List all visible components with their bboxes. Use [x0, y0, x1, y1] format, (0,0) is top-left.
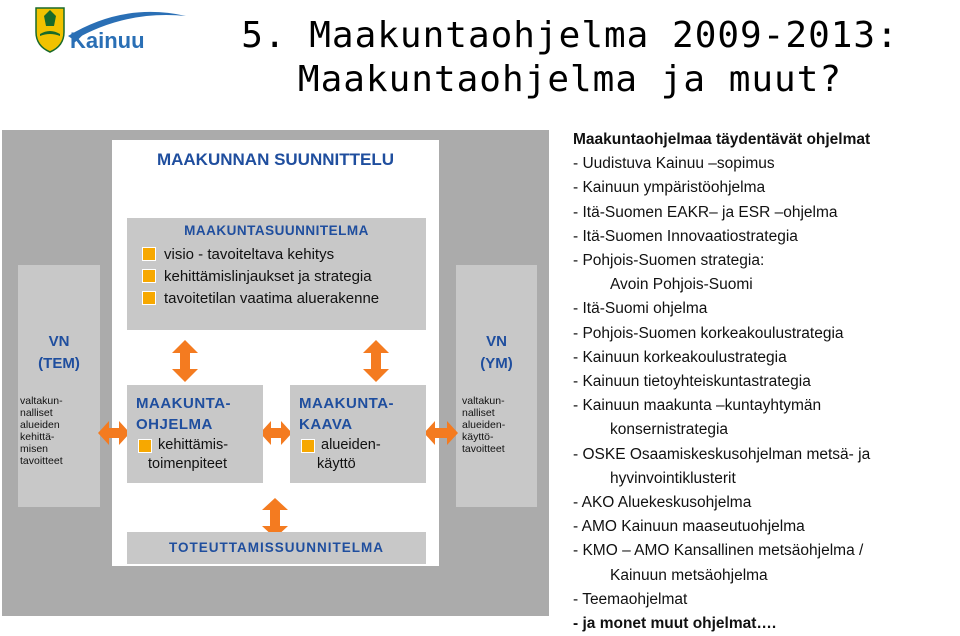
list-item: - OSKE Osaamiskeskusohjelman metsä- ja — [573, 445, 871, 463]
list-item: - Kainuun ympäristöohjelma — [573, 179, 766, 197]
maakuntaohjelma-title: MAAKUNTA- OHJELMA — [136, 395, 232, 433]
bullet-item: tavoitetilan vaatima aluerakenne — [142, 287, 422, 309]
list-item: konsernistrategia — [610, 421, 729, 439]
vn-ym-box — [456, 265, 537, 507]
bullet-item: kehittämislinjaukset ja strategia — [142, 265, 422, 287]
list-item: - KMO – AMO Kansallinen metsäohjelma / — [573, 542, 864, 560]
maakuntakaava-title: MAAKUNTA- KAAVA — [299, 395, 395, 433]
maakuntakaava-text: alueiden- käyttö — [301, 436, 381, 474]
complementary-programs-list — [573, 128, 958, 636]
list-item: - Itä-Suomen EAKR– ja ESR –ohjelma — [573, 203, 838, 221]
list-item: - AMO Kainuun maaseutuohjelma — [573, 518, 805, 536]
horizontal-double-arrow-icon — [98, 420, 130, 446]
toteuttamissuunnitelma-title: TOTEUTTAMISSUUNNITELMA — [169, 540, 384, 555]
list-item: Avoin Pohjois-Suomi — [610, 276, 753, 294]
list-item: - Kainuun maakunta –kuntayhtymän — [573, 397, 822, 415]
list-item: - Teemaohjelmat — [573, 590, 688, 608]
bullet-square-icon — [142, 247, 156, 261]
list-item: hyvinvointiklusterit — [610, 469, 736, 487]
maakuntaohjelma-text: kehittämis- toimenpiteet — [138, 436, 228, 474]
list-item: - ja monet muut ohjelmat…. — [573, 615, 777, 633]
horizontal-double-arrow-icon — [424, 420, 458, 446]
kainuu-logo — [34, 6, 194, 62]
vn-ym-title: VN (YM) — [480, 333, 513, 372]
bullet-square-icon — [301, 439, 315, 453]
list-heading: Maakuntaohjelmaa täydentävät ohjelmat — [573, 131, 871, 148]
vn-tem-description: valtakun- nalliset alueiden kehittä- misen tavoitteet — [20, 395, 63, 467]
vertical-double-arrow-icon — [361, 340, 391, 382]
maakuntasuunnitelma-bullets — [142, 243, 422, 309]
list-item: - Kainuun tietoyhteiskuntastrategia — [573, 373, 811, 391]
vn-ym-description: valtakun- nalliset alueiden- käyttö- tavoitteet — [462, 395, 506, 455]
maakuntasuunnitelma-title: MAAKUNTASUUNNITELMA — [184, 223, 369, 238]
vn-tem-title: VN (TEM) — [38, 333, 80, 372]
list-item: - Uudistuva Kainuu –sopimus — [573, 155, 775, 173]
slide-title — [200, 14, 940, 102]
list-item: Kainuun metsäohjelma — [610, 566, 768, 584]
slide-title-line2: Maakuntaohjelma ja muut? — [297, 59, 843, 100]
list-item: - Pohjois-Suomen korkeakoulustrategia — [573, 324, 844, 342]
svg-text:Kainuu: Kainuu — [70, 28, 145, 53]
bullet-item: visio - tavoiteltava kehitys — [142, 243, 422, 265]
slide-title-line1: 5. Maakuntaohjelma 2009-2013: — [241, 15, 899, 56]
list-item: - AKO Aluekeskusohjelma — [573, 494, 752, 512]
horizontal-double-arrow-icon — [260, 420, 292, 446]
bullet-square-icon — [142, 269, 156, 283]
list-item: - Kainuun korkeakoulustrategia — [573, 348, 787, 366]
list-item: - Itä-Suomi ohjelma — [573, 300, 708, 318]
list-item: - Itä-Suomen Innovaatiostrategia — [573, 227, 798, 245]
bullet-square-icon — [138, 439, 152, 453]
maakunnan-suunnittelu-title: MAAKUNNAN SUUNNITTELU — [156, 150, 395, 169]
vn-tem-box — [18, 265, 100, 507]
vertical-double-arrow-icon — [170, 340, 200, 382]
bullet-square-icon — [142, 291, 156, 305]
list-item: - Pohjois-Suomen strategia: — [573, 252, 765, 270]
